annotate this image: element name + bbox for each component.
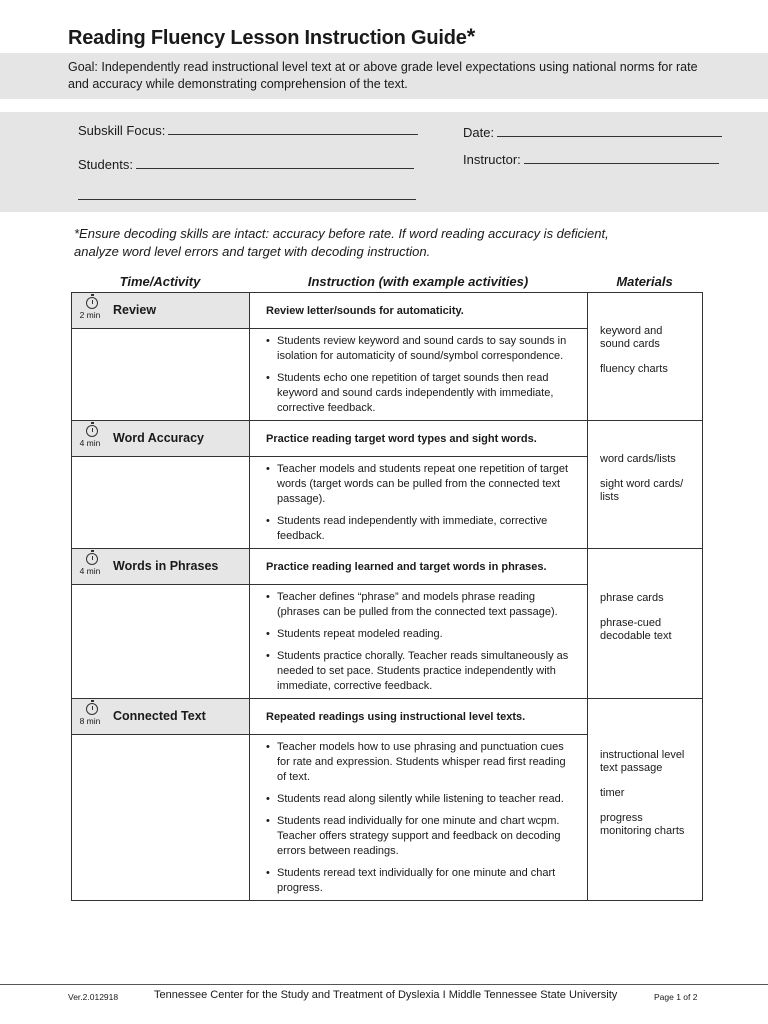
bullet-list bbox=[266, 740, 571, 896]
activity-blank-cell bbox=[72, 457, 250, 549]
col-header-instruction: Instruction (with example activities) bbox=[307, 274, 529, 289]
subskill-label: Subskill Focus: bbox=[78, 123, 166, 138]
activity-header-row bbox=[72, 699, 703, 735]
material-item: phrase-cued decodable text bbox=[600, 617, 672, 642]
activity-materials bbox=[588, 549, 703, 699]
activity-minutes: 4 min bbox=[79, 438, 101, 448]
decoding-note: *Ensure decoding skills are intact: accuracy before rate. If word reading accuracy is deficient, analyze word level errors and target with decoding instruction. bbox=[74, 226, 609, 259]
activity-bullet: • Students echo one repetition of target sounds then read keyword and sound cards independently with immediate, corrective feedback. bbox=[266, 371, 571, 416]
footer-version: Ver.2.012918 bbox=[68, 992, 119, 1002]
col-header-materials: Materials bbox=[616, 274, 673, 289]
instructor-line[interactable] bbox=[524, 151, 719, 164]
material-item: progress monitoring charts bbox=[600, 812, 685, 837]
activity-title-cell bbox=[72, 549, 250, 585]
students-label: Students: bbox=[78, 157, 133, 172]
material-item: sight word cards/ lists bbox=[600, 478, 684, 503]
activity-blank-cell bbox=[72, 585, 250, 699]
activity-header-row bbox=[72, 293, 703, 329]
activity-bullet: • Teacher models how to use phrasing and punctuation cues for rate and expression. Students whisper read first reading of text. bbox=[266, 740, 571, 785]
footer-organization: Tennessee Center for the Study and Treatment of Dyslexia I Middle Tennessee State University bbox=[154, 989, 618, 1001]
goal-text: Goal: Independently read instructional level text at or above grade level expectations using national norms for rate and accuracy while demonstrating comprehension of the text. bbox=[68, 60, 698, 91]
activity-bullet: • Teacher defines “phrase” and models phrase reading (phrases can be pulled from the connected text passage). bbox=[266, 590, 571, 620]
title-text: Reading Fluency Lesson Instruction Guide bbox=[68, 27, 467, 49]
bullet-list bbox=[266, 334, 571, 416]
footer-page-number: Page 1 of 2 bbox=[654, 992, 698, 1002]
activity-bullet: • Students read individually for one minute and chart wcpm. Teacher offers strategy support and feedback on decoding errors between readings. bbox=[266, 814, 571, 859]
title-asterisk: * bbox=[466, 24, 476, 49]
activity-minutes: 8 min bbox=[79, 716, 101, 726]
activity-instruction: Repeated readings using instructional level texts. bbox=[250, 699, 588, 735]
timer-icon bbox=[81, 553, 103, 576]
activity-name: Words in Phrases bbox=[113, 559, 219, 573]
materials-list bbox=[600, 592, 690, 643]
timer-icon bbox=[81, 297, 103, 320]
activity-header-row bbox=[72, 549, 703, 585]
date-line[interactable] bbox=[497, 124, 722, 137]
material-item: instructional level text passage bbox=[600, 749, 685, 774]
material-item: keyword and sound cards bbox=[600, 325, 663, 350]
activity-bullet: • Students review keyword and sound cards to say sounds in isolation for automaticity of sound/symbol correspondence. bbox=[266, 334, 571, 364]
activity-blank-cell bbox=[72, 735, 250, 901]
activity-name: Review bbox=[113, 303, 157, 317]
stopwatch-icon bbox=[86, 703, 98, 715]
stopwatch-icon bbox=[86, 553, 98, 565]
activity-header-row bbox=[72, 421, 703, 457]
instructor-label: Instructor: bbox=[463, 152, 521, 167]
material-item: word cards/lists bbox=[600, 453, 676, 465]
subskill-line[interactable] bbox=[168, 122, 418, 135]
activity-instruction: Practice reading target word types and sight words. bbox=[250, 421, 588, 457]
activity-minutes: 2 min bbox=[79, 310, 101, 320]
stopwatch-icon bbox=[86, 425, 98, 437]
students-line[interactable] bbox=[136, 156, 414, 169]
materials-list bbox=[600, 749, 690, 838]
activity-name: Word Accuracy bbox=[113, 431, 205, 445]
activity-title-cell bbox=[72, 293, 250, 329]
activity-title-cell bbox=[72, 699, 250, 735]
timer-icon bbox=[81, 703, 103, 726]
activity-bullets bbox=[250, 329, 588, 421]
activity-bullet: • Students reread text individually for one minute and chart progress. bbox=[266, 866, 571, 896]
activity-bullet: • Students repeat modeled reading. bbox=[266, 627, 571, 642]
subskill-field[interactable] bbox=[78, 122, 418, 138]
stopwatch-icon bbox=[86, 297, 98, 309]
activity-bullet: • Students read along silently while listening to teacher read. bbox=[266, 792, 571, 807]
activity-instruction: Review letter/sounds for automaticity. bbox=[250, 293, 588, 329]
activity-materials bbox=[588, 421, 703, 549]
timer-icon bbox=[81, 425, 103, 448]
material-item: timer bbox=[600, 787, 625, 799]
activity-bullet: • Students read independently with immediate, corrective feedback. bbox=[266, 514, 571, 544]
activity-title-cell bbox=[72, 421, 250, 457]
students-line-2[interactable] bbox=[78, 187, 416, 200]
footer-divider bbox=[0, 984, 768, 985]
activity-bullets bbox=[250, 735, 588, 901]
activity-instruction: Practice reading learned and target words in phrases. bbox=[250, 549, 588, 585]
activity-name: Connected Text bbox=[113, 709, 206, 723]
activity-bullet: • Teacher models and students repeat one repetition of target words (target words can be pulled from the connected text passage). bbox=[266, 462, 571, 507]
date-label: Date: bbox=[463, 125, 495, 140]
col-header-time: Time/Activity bbox=[119, 274, 201, 289]
activity-bullets bbox=[250, 585, 588, 699]
lesson-info-panel bbox=[0, 112, 768, 212]
students-field[interactable] bbox=[78, 156, 414, 172]
date-field[interactable] bbox=[463, 124, 722, 140]
bullet-list bbox=[266, 462, 571, 544]
materials-list bbox=[600, 325, 690, 376]
students-extra-field[interactable] bbox=[78, 187, 416, 203]
bullet-list bbox=[266, 590, 571, 694]
activity-bullet: • Students practice chorally. Teacher reads simultaneously as needed to set pace. Students practice independently with immediate, corrective feedback. bbox=[266, 649, 571, 694]
material-item: fluency charts bbox=[600, 363, 668, 375]
materials-list bbox=[600, 453, 690, 504]
activity-materials bbox=[588, 293, 703, 421]
activity-bullets bbox=[250, 457, 588, 549]
material-item: phrase cards bbox=[600, 592, 664, 604]
instructor-field[interactable] bbox=[463, 151, 719, 167]
lesson-table bbox=[71, 292, 703, 901]
activity-minutes: 4 min bbox=[79, 566, 101, 576]
activity-materials bbox=[588, 699, 703, 901]
goal-statement bbox=[0, 53, 768, 99]
activity-blank-cell bbox=[72, 329, 250, 421]
page-title bbox=[68, 24, 475, 50]
